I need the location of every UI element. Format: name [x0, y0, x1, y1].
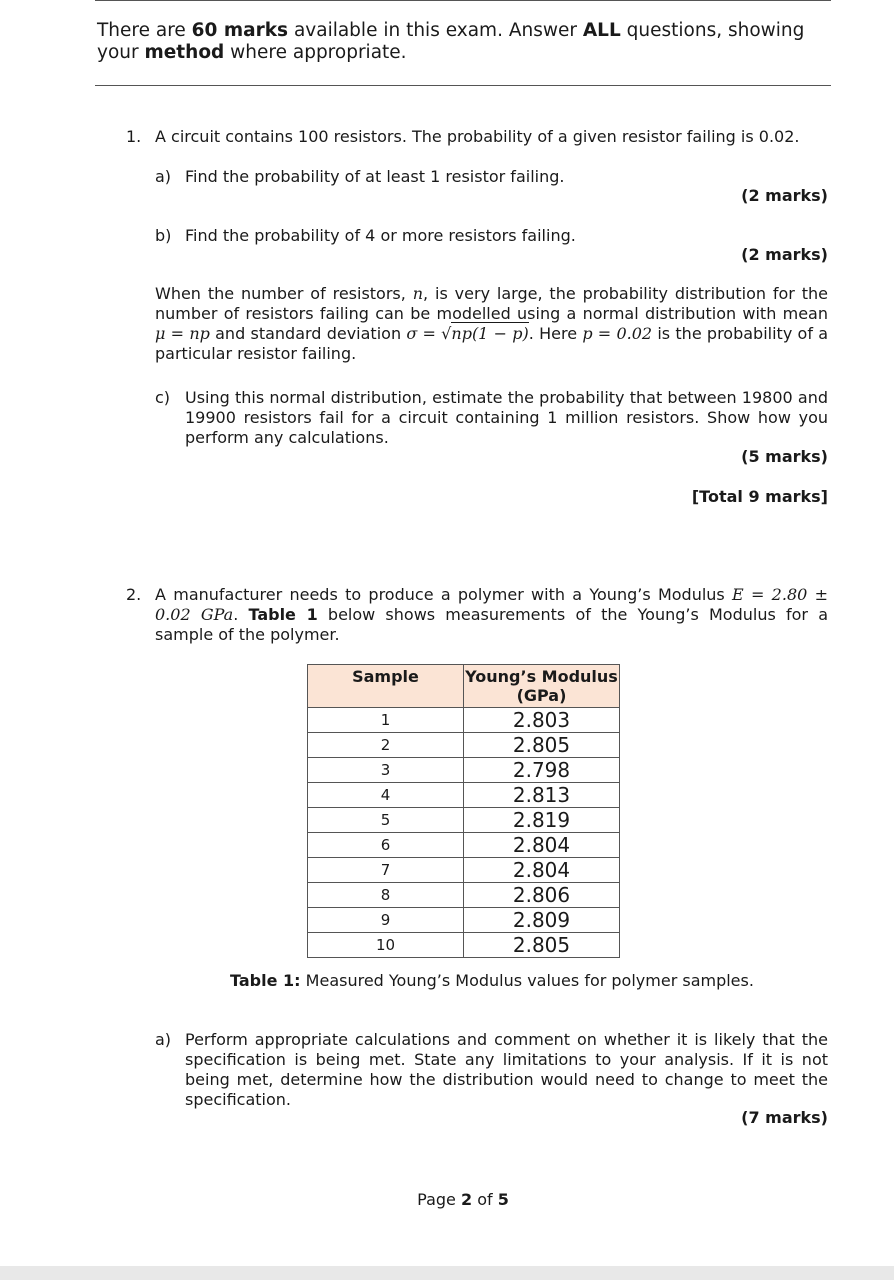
- exam-instructions: There are 60 marks available in this exam. Answer ALL questions, showing your method where appropriate.: [97, 20, 805, 63]
- q1a-text: Find the probability of at least 1 resistor failing.: [185, 167, 565, 186]
- table-row: 1 2.803: [308, 708, 620, 733]
- mean-formula: μ = np: [155, 324, 210, 343]
- table-row: 4 2.813: [308, 783, 620, 808]
- q1a-label: a): [155, 167, 172, 186]
- q1c-label: c): [155, 388, 171, 407]
- table-row: 7 2.804: [308, 858, 620, 883]
- table-row: 6 2.804: [308, 833, 620, 858]
- q2a-marks: (7 marks): [741, 1108, 828, 1127]
- table-row: 10 2.805: [308, 933, 620, 958]
- q2a-label: a): [155, 1030, 172, 1049]
- divider-rule: [95, 85, 831, 86]
- sigma-formula: σ = √: [406, 324, 452, 343]
- q1c-marks: (5 marks): [741, 447, 828, 466]
- q2-stem: A manufacturer needs to produce a polymer with a Young’s Modulus E = 2.80 ± 0.02 GPa. Table 1 below shows measurements of the Young’s Modulus for a sample of the polymer.: [155, 585, 829, 644]
- table-header-sample: Sample: [308, 665, 464, 708]
- q1b-text: Find the probability of 4 or more resistors failing.: [185, 226, 576, 245]
- table-row: 5 2.819: [308, 808, 620, 833]
- table-header-modulus: Young’s Modulus (GPa): [464, 665, 620, 708]
- table-row: 2 2.805: [308, 733, 620, 758]
- q1b-marks: (2 marks): [741, 245, 828, 264]
- table-row: 9 2.809: [308, 908, 620, 933]
- table-caption: Table 1: Measured Young’s Modulus values for polymer samples.: [230, 971, 754, 990]
- normal-approx-paragraph: When the number of resistors, n, is very large, the probability distribution for the number of resistors failing can be modelled using a normal distribution with mean μ = np and standard deviation σ = √np(1 − p). Here p = 0.02 is the probability of a particular resistor failing.: [155, 284, 829, 363]
- table-row: 8 2.806: [308, 883, 620, 908]
- viewer-bottom-band: [0, 1266, 894, 1280]
- total-pages-number: 5: [497, 1190, 509, 1209]
- youngs-modulus-table: [307, 664, 620, 958]
- modulus-spec-formula: E = 2.80 ± 0.02 GPa: [155, 585, 828, 624]
- p-value-formula: p = 0.02: [582, 324, 653, 343]
- q1c-text: Using this normal distribution, estimate the probability that between 19800 and 19900 resistors fail for a circuit containing 1 million resistors. Show how you perform any calculations.: [185, 388, 828, 447]
- q1-stem: A circuit contains 100 resistors. The probability of a given resistor failing is 0.02.: [155, 127, 800, 146]
- sqrt-radicand: np(1 − p): [451, 324, 529, 343]
- q2a-text: Perform appropriate calculations and comment on whether it is likely that the specification is being met. State any limitations to your analysis. If it is not being met, determine how the distribution would need to change to meet the specification.: [185, 1030, 828, 1109]
- table-row: 3 2.798: [308, 758, 620, 783]
- q2-number: 2.: [126, 585, 142, 604]
- q1b-label: b): [155, 226, 172, 245]
- q1-total-marks: [Total 9 marks]: [691, 487, 828, 506]
- page-footer: Page 2 of 5: [417, 1190, 509, 1209]
- q1a-marks: (2 marks): [741, 186, 828, 205]
- current-page-number: 2: [460, 1190, 473, 1209]
- q1-number: 1.: [126, 127, 142, 146]
- top-rule: [95, 0, 831, 1]
